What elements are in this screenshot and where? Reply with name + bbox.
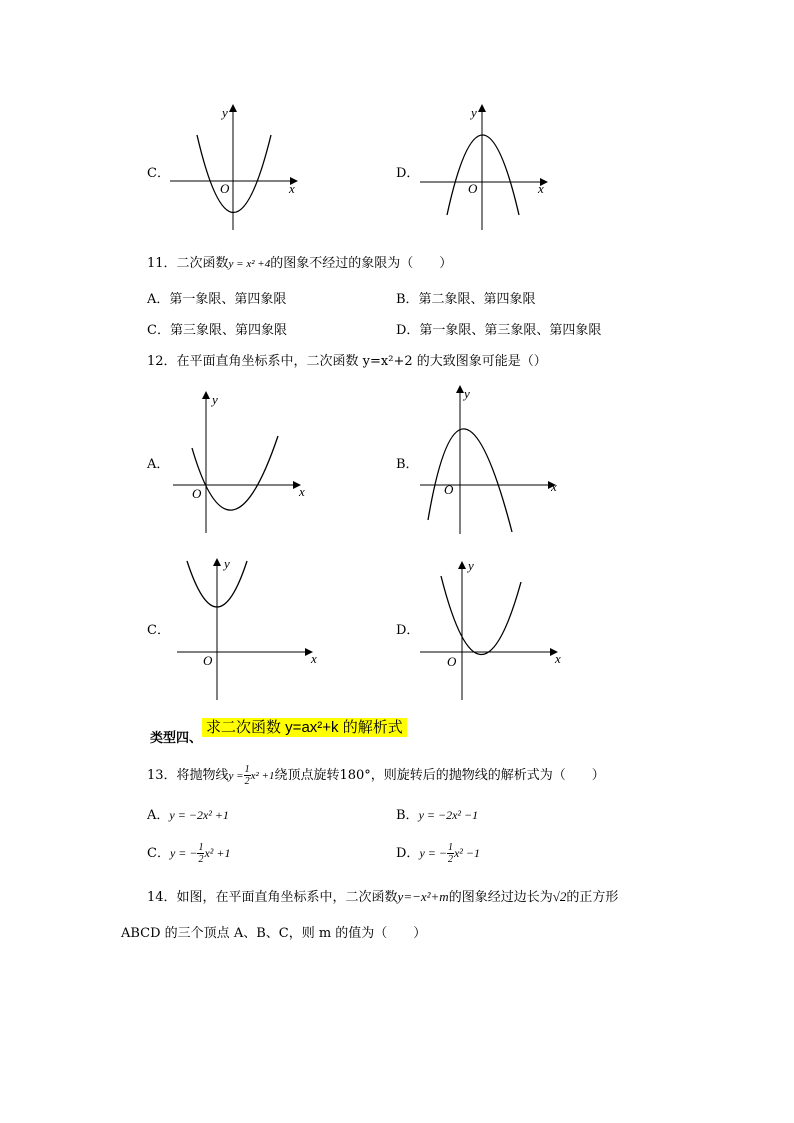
q13-option-d: D．y = − $\frac{1}{2}$ x² −1: [396, 842, 480, 865]
q10-graph-c: [165, 100, 315, 235]
q12-graph-c: [172, 555, 322, 705]
q12-graph-b: [420, 382, 565, 537]
q10d-origin: O: [468, 181, 478, 196]
q12b-x-label: x: [551, 479, 557, 494]
q12a-y-label: y: [212, 392, 218, 407]
q13-stem: 13．将抛物线y = $\frac{1}{2}$ x² +1绕顶点旋转180°，则旋转后的抛物线的解析式为（ ）: [147, 764, 605, 787]
q10d-x-label: x: [538, 181, 544, 196]
q11-stem: 11．二次函数y = x² +4的图象不经过的象限为（ ）: [147, 256, 453, 271]
q13-fraction: $\frac{1}{2}$: [244, 764, 250, 787]
q11-option-a: A．第一象限、第四象限: [147, 292, 287, 307]
q10c-origin: O: [220, 181, 230, 196]
section-type-label: 类型四、: [150, 731, 203, 746]
q10c-y-label: y: [222, 105, 228, 120]
q12-stem: 12．在平面直角坐标系中，二次函数 y=x²+2 的大致图象可能是（）: [147, 354, 547, 369]
q11-option-b: B．第二象限、第四象限: [396, 292, 536, 307]
q10-graph-d: [415, 100, 565, 235]
q13-option-a: A．y = −2x² +1: [147, 808, 229, 823]
q12a-x-label: x: [299, 484, 305, 499]
q10c-x-label: x: [289, 181, 295, 196]
q10d-y-label: y: [471, 105, 477, 120]
q12c-x-label: x: [311, 651, 317, 666]
q12-option-c-label: C．: [147, 623, 170, 638]
q12-graph-a: [170, 388, 315, 538]
q13-option-b: B．y = −2x² −1: [396, 808, 479, 823]
q11-option-c: C．第三象限、第四象限: [147, 323, 287, 338]
q12b-y-label: y: [464, 386, 470, 401]
q12b-origin: O: [444, 482, 454, 497]
q12d-origin: O: [447, 654, 457, 669]
q13-option-c: C．y = − $\frac{1}{2}$ x² +1: [147, 842, 231, 865]
q12-graph-d: [417, 558, 567, 703]
q12-option-b-label: B．: [396, 457, 419, 472]
q13c-fraction: $\frac{1}{2}$: [198, 842, 204, 865]
q12d-y-label: y: [468, 558, 474, 573]
q12c-y-label: y: [224, 556, 230, 571]
q10-option-c-label: C．: [147, 166, 170, 181]
section-header: [150, 716, 407, 746]
q13d-fraction: $\frac{1}{2}$: [447, 842, 453, 865]
q12d-x-label: x: [555, 651, 561, 666]
q12-option-d-label: D．: [396, 623, 420, 638]
section-highlight-title: 求二次函数 y=ax²+k 的解析式: [202, 718, 407, 737]
q10-option-d-label: D．: [396, 166, 420, 181]
q14-line1: 14．如图，在平面直角坐标系中，二次函数y=−x²+m的图象经过边长为√2的正方形: [147, 889, 619, 905]
q12a-origin: O: [192, 486, 202, 501]
q12c-origin: O: [203, 653, 213, 668]
q14-line2: ABCD 的三个顶点 A、B、C，则 m 的值为（ ）: [121, 926, 427, 941]
q11-option-d: D．第一象限、第三象限、第四象限: [396, 323, 602, 338]
q12-option-a-label: A．: [147, 457, 170, 472]
